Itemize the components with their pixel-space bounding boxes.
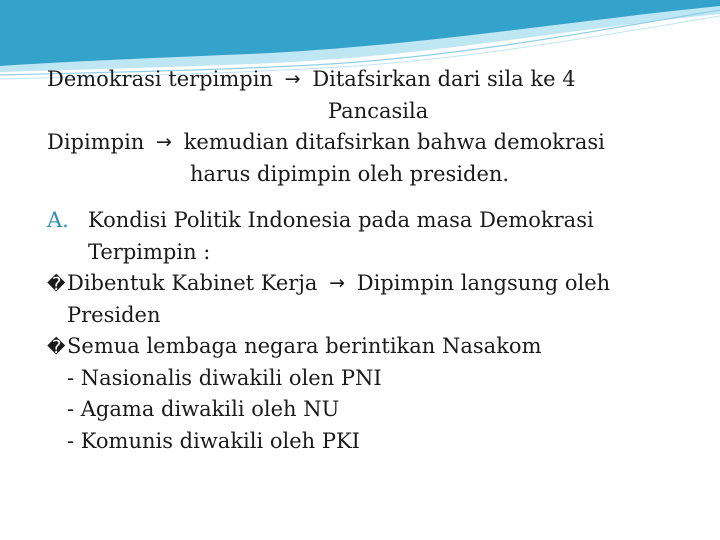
intro-line-2-left: Dipimpin xyxy=(47,130,145,154)
bullet-kabinet-cont: Presiden xyxy=(67,302,161,327)
intro-line-1 xyxy=(47,64,697,96)
intro-line-1-cont: Pancasila xyxy=(328,98,429,123)
section-a-marker: A. xyxy=(47,208,69,232)
intro-line-1-left: Demokrasi terpimpin xyxy=(47,67,273,91)
section-a-title-text-1: Kondisi Politik Indonesia pada masa Demokrasi xyxy=(88,208,594,232)
intro-line-2-right: kemudian ditafsirkan bahwa demokrasi xyxy=(183,130,605,154)
nasakom-item-agama: - Agama diwakili oleh NU xyxy=(67,397,340,421)
bullet-lembaga-text: Semua lembaga negara berintikan Nasakom xyxy=(67,334,542,358)
nasakom-item-komunis: - Komunis diwakili oleh PKI xyxy=(67,428,360,453)
arrow-right-icon: → xyxy=(329,272,346,294)
bullet-kabinet-left: Dibentuk Kabinet Kerja xyxy=(67,271,318,295)
intro-line-1-right: Ditafsirkan dari sila ke 4 xyxy=(312,67,576,91)
intro-line-2 xyxy=(47,127,697,159)
bullet-glyph-icon: � xyxy=(47,274,66,295)
intro-line-2-cont: harus dipimpin oleh presiden. xyxy=(190,161,510,186)
bullet-glyph-icon: � xyxy=(47,337,66,358)
arrow-right-icon: → xyxy=(284,68,301,90)
arrow-right-icon: → xyxy=(156,131,172,153)
bullet-kabinet-right: Dipimpin langsung oleh xyxy=(356,271,611,295)
bullet-item-lembaga xyxy=(47,331,697,363)
slide-body xyxy=(47,64,697,457)
bullet-item-kabinet xyxy=(47,268,697,300)
section-a-title-line-1 xyxy=(47,205,697,237)
section-a-title-line-2: Terpimpin : xyxy=(88,239,211,264)
nasakom-item-nasionalis: - Nasionalis diwakili olen PNI xyxy=(67,365,382,390)
